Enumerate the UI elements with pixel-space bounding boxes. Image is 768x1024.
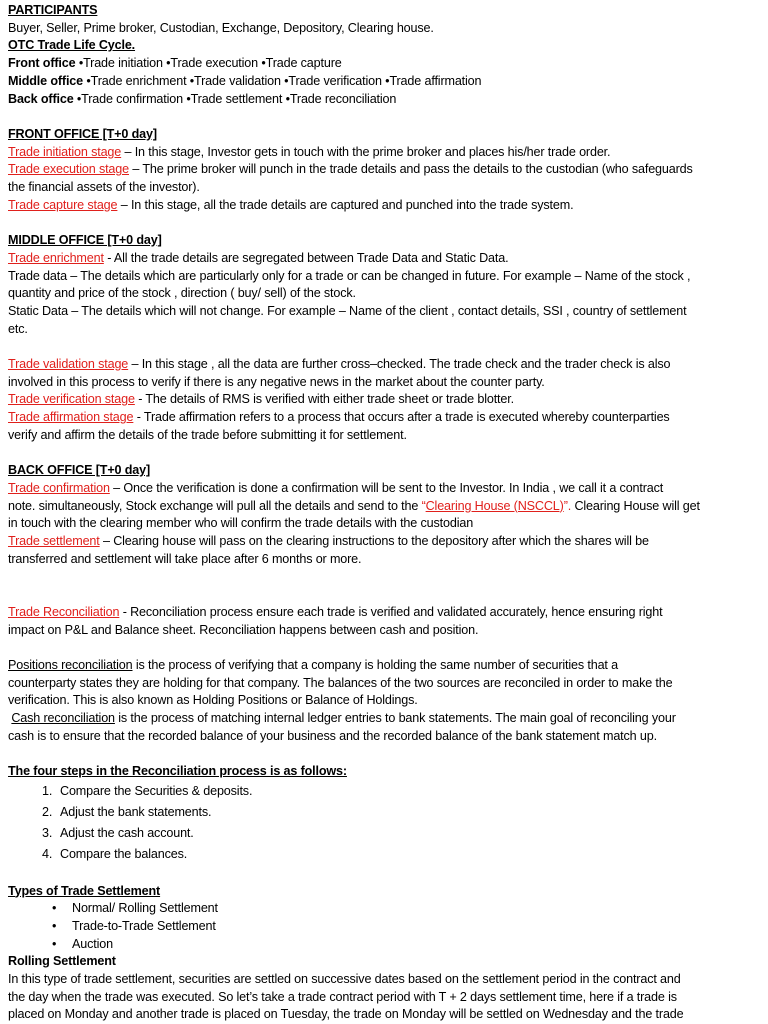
rolling-heading: Rolling Settlement — [8, 954, 116, 969]
quote-open: “ — [421, 498, 426, 513]
rolling-text: In this type of trade settlement, securities are settled on successive dates based on the settlement period in the contract and — [8, 971, 681, 986]
front-office-heading — [8, 126, 760, 144]
lifecycle-label: Front office — [8, 56, 76, 71]
cash-cont: cash is to ensure that the recorded balance of your business and the recorded balance of the bank statement match up. — [8, 728, 657, 743]
trade-verification-term: Trade verification stage — [8, 392, 135, 407]
trade-confirmation-term: Trade confirmation — [8, 480, 110, 495]
trade-affirmation-term: Trade affirmation stage — [8, 410, 134, 425]
trade-enrichment-text: - All the trade details are segregated between Trade Data and Static Data. — [103, 250, 509, 265]
trade-reconciliation-line — [8, 604, 760, 622]
trade-confirmation-cont: in touch with the clearing member who will confirm the trade details with the custodian — [8, 516, 474, 531]
bullet-icon: • — [52, 918, 57, 933]
bullet-icon: • — [52, 936, 57, 951]
trade-reconciliation-cont: impact on P&L and Balance sheet. Reconciliation happens between cash and position. — [8, 622, 479, 637]
positions-text: is the process of verifying that a company is holding the same number of securities that a — [132, 657, 618, 672]
positions-line — [8, 657, 760, 675]
item-number: 4. — [42, 846, 53, 861]
bullet-icon: • — [52, 901, 57, 916]
item-text: Adjust the bank statements. — [60, 804, 212, 819]
back-office-heading: BACK OFFICE [T+0 day] — [8, 463, 151, 478]
quote-close: ”. — [563, 498, 572, 513]
trade-data-line: Trade data – The details which are particularly only for a trade or can be changed in future. For example – Name of the stock , — [8, 268, 691, 283]
participants-heading: PARTICIPANTS — [8, 3, 98, 17]
item-text: Auction — [72, 936, 113, 951]
trade-capture-text: – In this stage, all the trade details are captured and punched into the trade system. — [117, 197, 574, 212]
lifecycle-label: Back office — [8, 91, 74, 106]
trade-reconciliation-term: Trade Reconciliation — [8, 604, 120, 619]
settlement-types-heading: Types of Trade Settlement — [8, 883, 161, 898]
spacer — [8, 338, 760, 356]
clearing-house-term: Clearing House (NSCCL) — [425, 498, 564, 513]
lifecycle-middle-row — [8, 73, 760, 91]
front-office-tag: [T+0 day] — [99, 126, 157, 141]
middle-office-heading: MIDDLE OFFICE [T+0 day] — [8, 233, 162, 248]
trade-confirmation-text: – Once the verification is done a confirmation will be sent to the Investor. In India , we call it a contract — [109, 480, 664, 495]
cash-line — [8, 710, 760, 728]
trade-validation-term: Trade validation stage — [8, 357, 129, 372]
trade-validation-line — [8, 356, 760, 374]
trade-settlement-cont: transferred and settlement will take place after 6 months or more. — [8, 551, 362, 566]
list-item — [42, 844, 760, 865]
trade-enrichment-term: Trade enrichment — [8, 250, 104, 265]
list-item — [42, 802, 760, 823]
lifecycle-steps: •Trade confirmation •Trade settlement •Trade reconciliation — [73, 91, 397, 106]
trade-settlement-term: Trade settlement — [8, 534, 100, 549]
trade-execution-text: – The prime broker will punch in the trade details and pass the details to the custodian (who safeguards — [129, 162, 693, 177]
trade-confirmation-cont — [8, 498, 760, 516]
spacer — [8, 214, 760, 232]
lifecycle-front-row — [8, 55, 760, 73]
item-text: Trade-to-Trade Settlement — [72, 918, 216, 933]
item-text: Compare the balances. — [60, 846, 188, 861]
trade-verification-text: - The details of RMS is verified with either trade sheet or trade blotter. — [134, 392, 514, 407]
rolling-text: placed on Monday and another trade is placed on Tuesday, the trade on Monday will be settled on Wednesday and the trade — [8, 1007, 684, 1022]
trade-validation-cont: involved in this process to verify if there is any negative news in the market about the counter party. — [8, 374, 545, 389]
lifecycle-label: Middle office — [8, 73, 84, 88]
spacer — [8, 445, 760, 463]
positions-term: Positions reconciliation — [8, 657, 133, 672]
trade-verification-line — [8, 391, 760, 409]
lifecycle-steps: •Trade initiation •Trade execution •Trade capture — [75, 56, 342, 71]
list-item — [42, 823, 760, 844]
trade-initiation-term: Trade initiation stage — [8, 144, 122, 159]
item-text: Normal/ Rolling Settlement — [72, 901, 218, 916]
steps-list — [8, 781, 760, 865]
spacer — [8, 586, 760, 604]
trade-settlement-text: – Clearing house will pass on the clearing instructions to the depository after which the shares will be — [99, 534, 649, 549]
item-number: 1. — [42, 783, 53, 798]
trade-data-cont: quantity and price of the stock , direction ( buy/ sell) of the stock. — [8, 286, 356, 301]
trade-capture-term: Trade capture stage — [8, 197, 118, 212]
trade-affirmation-text: - Trade affirmation refers to a process that occurs after a trade is executed whereby counterparties — [133, 410, 670, 425]
static-data-line: Static Data – The details which will not change. For example – Name of the client , contact details, SSI , country of settlement — [8, 303, 687, 318]
trade-affirmation-cont: verify and affirm the details of the trade before submitting it for settlement. — [8, 427, 407, 442]
rolling-text: the day when the trade was executed. So let’s take a trade contract period with T + 2 days settlement time, here if a trade is — [8, 989, 677, 1004]
positions-cont: verification. This is also known as Holding Positions or Balance of Holdings. — [8, 693, 418, 708]
settlement-types-list — [8, 900, 760, 953]
static-data-cont: etc. — [8, 321, 28, 336]
item-text: Adjust the cash account. — [60, 825, 194, 840]
positions-cont: counterparty states they are holding for that company. The balances of the two sources are reconciled in order to make the — [8, 675, 673, 690]
trade-settlement-line — [8, 533, 760, 551]
participants-list: Buyer, Seller, Prime broker, Custodian, Exchange, Depository, Clearing house. — [8, 20, 434, 35]
trade-initiation-line — [8, 144, 760, 162]
confirmation-text: Clearing House will get — [571, 498, 700, 513]
item-number: 2. — [42, 804, 53, 819]
list-item — [52, 936, 760, 954]
lifecycle-back-row — [8, 91, 760, 109]
list-item — [42, 781, 760, 802]
list-item — [52, 918, 760, 936]
trade-reconciliation-text: - Reconciliation process ensure each trade is verified and validated accurately, hence ensuring right — [119, 604, 663, 619]
trade-initiation-text: – In this stage, Investor gets in touch with the prime broker and places his/her trade order. — [121, 144, 611, 159]
trade-capture-line — [8, 197, 760, 215]
spacer — [8, 568, 760, 586]
trade-execution-term: Trade execution stage — [8, 162, 129, 177]
steps-heading: The four steps in the Reconciliation process is as follows: — [8, 764, 347, 779]
spacer — [8, 108, 760, 126]
confirmation-text: note. simultaneously, Stock exchange will pull all the details and send to the — [8, 498, 422, 513]
spacer — [8, 745, 760, 763]
spacer — [8, 865, 760, 883]
item-text: Compare the Securities & deposits. — [60, 783, 253, 798]
trade-enrichment-line — [8, 250, 760, 268]
list-item — [52, 900, 760, 918]
trade-execution-cont: the financial assets of the investor). — [8, 180, 200, 195]
cash-term: Cash reconciliation — [11, 711, 115, 726]
cash-text: is the process of matching internal ledger entries to bank statements. The main goal of reconciling your — [114, 711, 676, 726]
lifecycle-heading: OTC Trade Life Cycle. — [8, 38, 136, 53]
trade-validation-text: – In this stage , all the data are further cross–checked. The trade check and the trader check is also — [128, 357, 671, 372]
spacer — [8, 639, 760, 657]
item-number: 3. — [42, 825, 53, 840]
lifecycle-steps: •Trade enrichment •Trade validation •Trade verification •Trade affirmation — [83, 73, 482, 88]
front-office-title: FRONT OFFICE — [8, 126, 100, 141]
trade-affirmation-line — [8, 409, 760, 427]
trade-confirmation-line — [8, 480, 760, 498]
trade-execution-line — [8, 161, 760, 179]
